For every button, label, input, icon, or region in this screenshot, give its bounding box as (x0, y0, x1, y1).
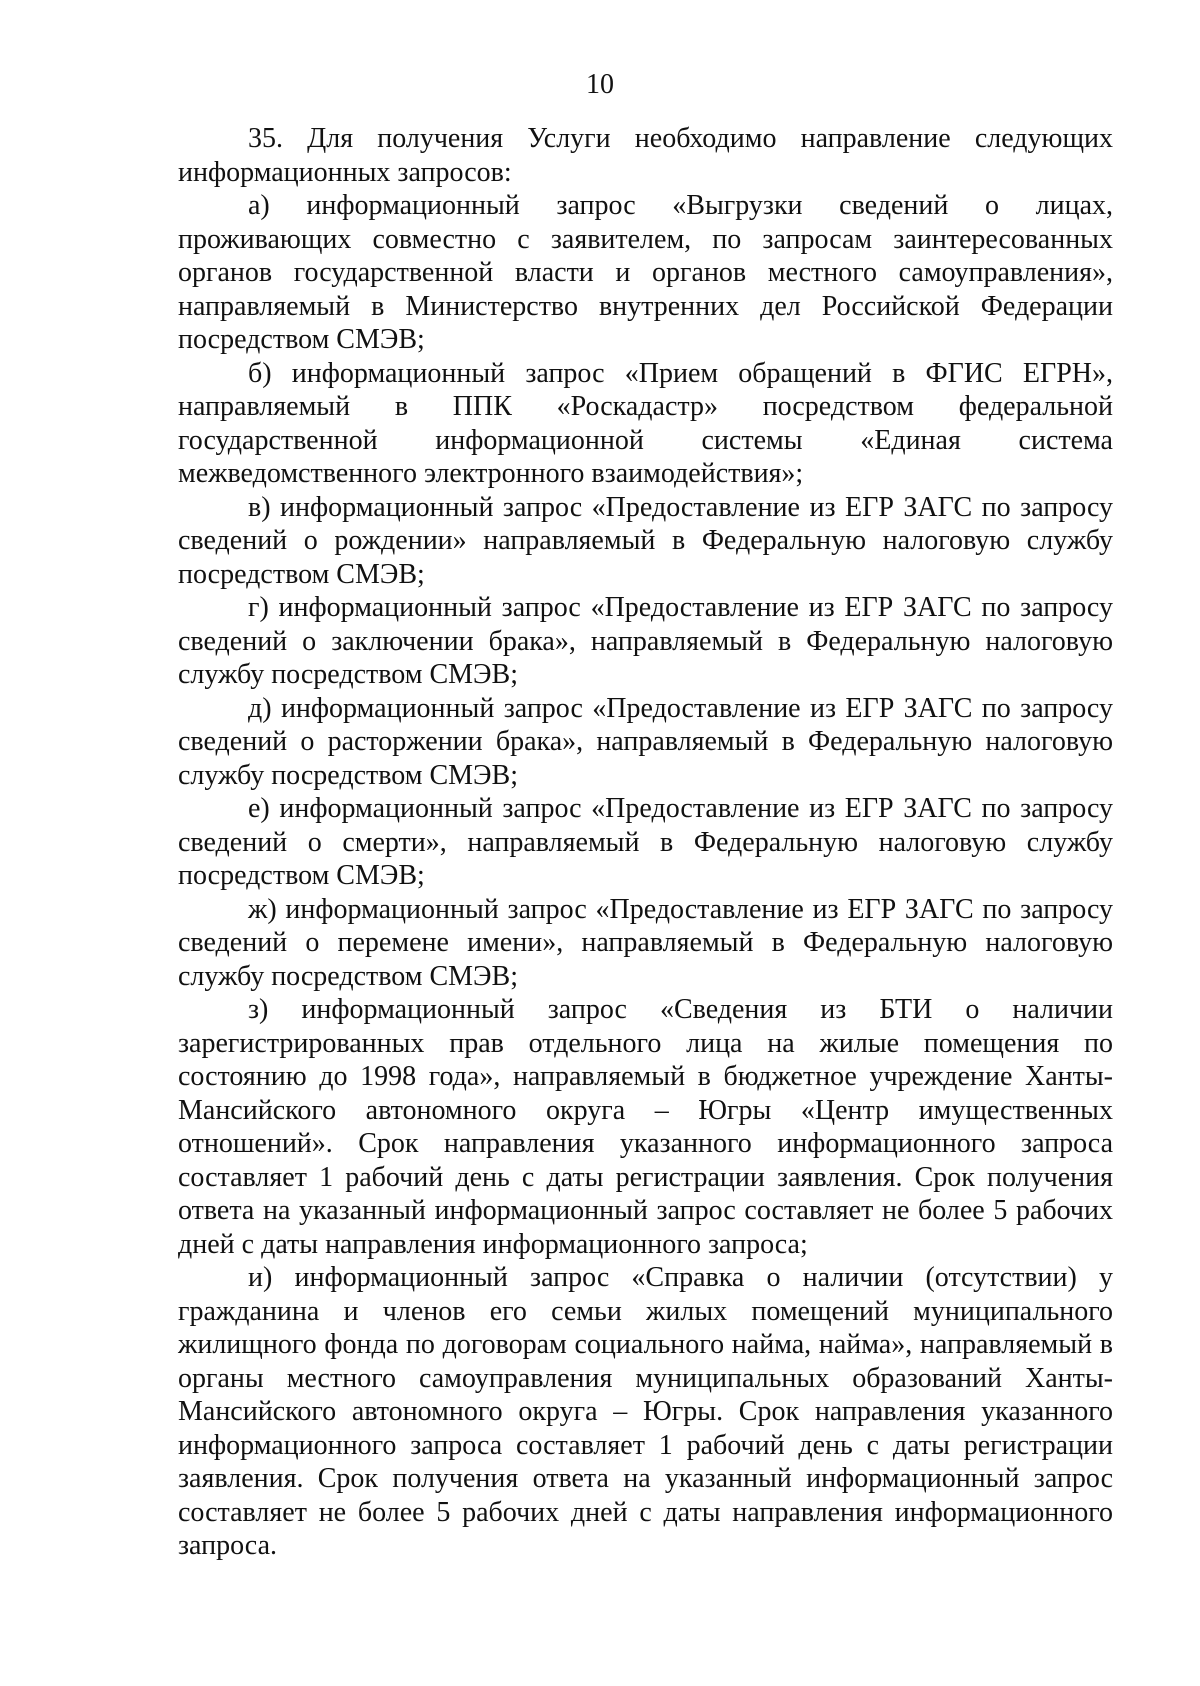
paragraph-item-b: б) информационный запрос «Прием обращений в ФГИС ЕГРН», направляемый в ППК «Роскадастр» посредством федеральной государственной информационной системы «Единая система межведомственного электронного взаимодействия»; (178, 357, 1113, 489)
paragraph-item-a: а) информационный запрос «Выгрузки сведений о лицах, проживающих совместно с заявителем, по запросам заинтересованных органов государственной власти и органов местного самоуправления», направляемый в Министерство внутренних дел Российской Федерации посредством СМЭВ; (178, 190, 1113, 355)
page-number: 10 (586, 69, 614, 100)
paragraph-35-intro: 35. Для получения Услуги необходимо направление следующих информационных запросов: (178, 123, 1113, 188)
document-body (178, 122, 1113, 1563)
paragraph-item-g: г) информационный запрос «Предоставление из ЕГР ЗАГС по запросу сведений о заключении брака», направляемый в Федеральную налоговую службу посредством СМЭВ; (178, 592, 1113, 690)
paragraph-item-v: в) информационный запрос «Предоставление из ЕГР ЗАГС по запросу сведений о рождении» направляемый в Федеральную налоговую службу посредством СМЭВ; (178, 491, 1113, 590)
paragraph-item-zh: ж) информационный запрос «Предоставление из ЕГР ЗАГС по запросу сведений о перемене имени», направляемый в Федеральную налоговую службу посредством СМЭВ; (178, 893, 1113, 992)
paragraph-item-d: д) информационный запрос «Предоставление из ЕГР ЗАГС по запросу сведений о расторжении брака», направляемый в Федеральную налоговую службу посредством СМЭВ; (178, 692, 1113, 791)
paragraph-item-e: е) информационный запрос «Предоставление из ЕГР ЗАГС по запросу сведений о смерти», направляемый в Федеральную налоговую службу посредством СМЭВ; (178, 793, 1113, 891)
paragraph-item-z: з) информационный запрос «Сведения из БТИ о наличии зарегистрированных прав отдельного лица на жилые помещения по состоянию до 1998 года», направляемый в бюджетное учреждение Ханты-Мансийского автономного округа – Югры «Центр имущественных отношений». Срок направления указанного информационного запроса составляет 1 рабочий день с даты регистрации заявления. Срок получения ответа на указанный информационный запрос составляет не более 5 рабочих дней с даты направления информационного запроса; (178, 994, 1113, 1260)
paragraph-item-i: и) информационный запрос «Справка о наличии (отсутствии) у гражданина и членов его семьи жилых помещений муниципального жилищного фонда по договорам социального найма, найма», направляемый в органы местного самоуправления муниципальных образований Ханты-Мансийского автономного округа – Югры. Срок направления указанного информационного запроса составляет 1 рабочий день с даты регистрации заявления. Срок получения ответа на указанный информационный запрос составляет не более 5 рабочих дней с даты направления информационного запроса. (178, 1262, 1113, 1561)
